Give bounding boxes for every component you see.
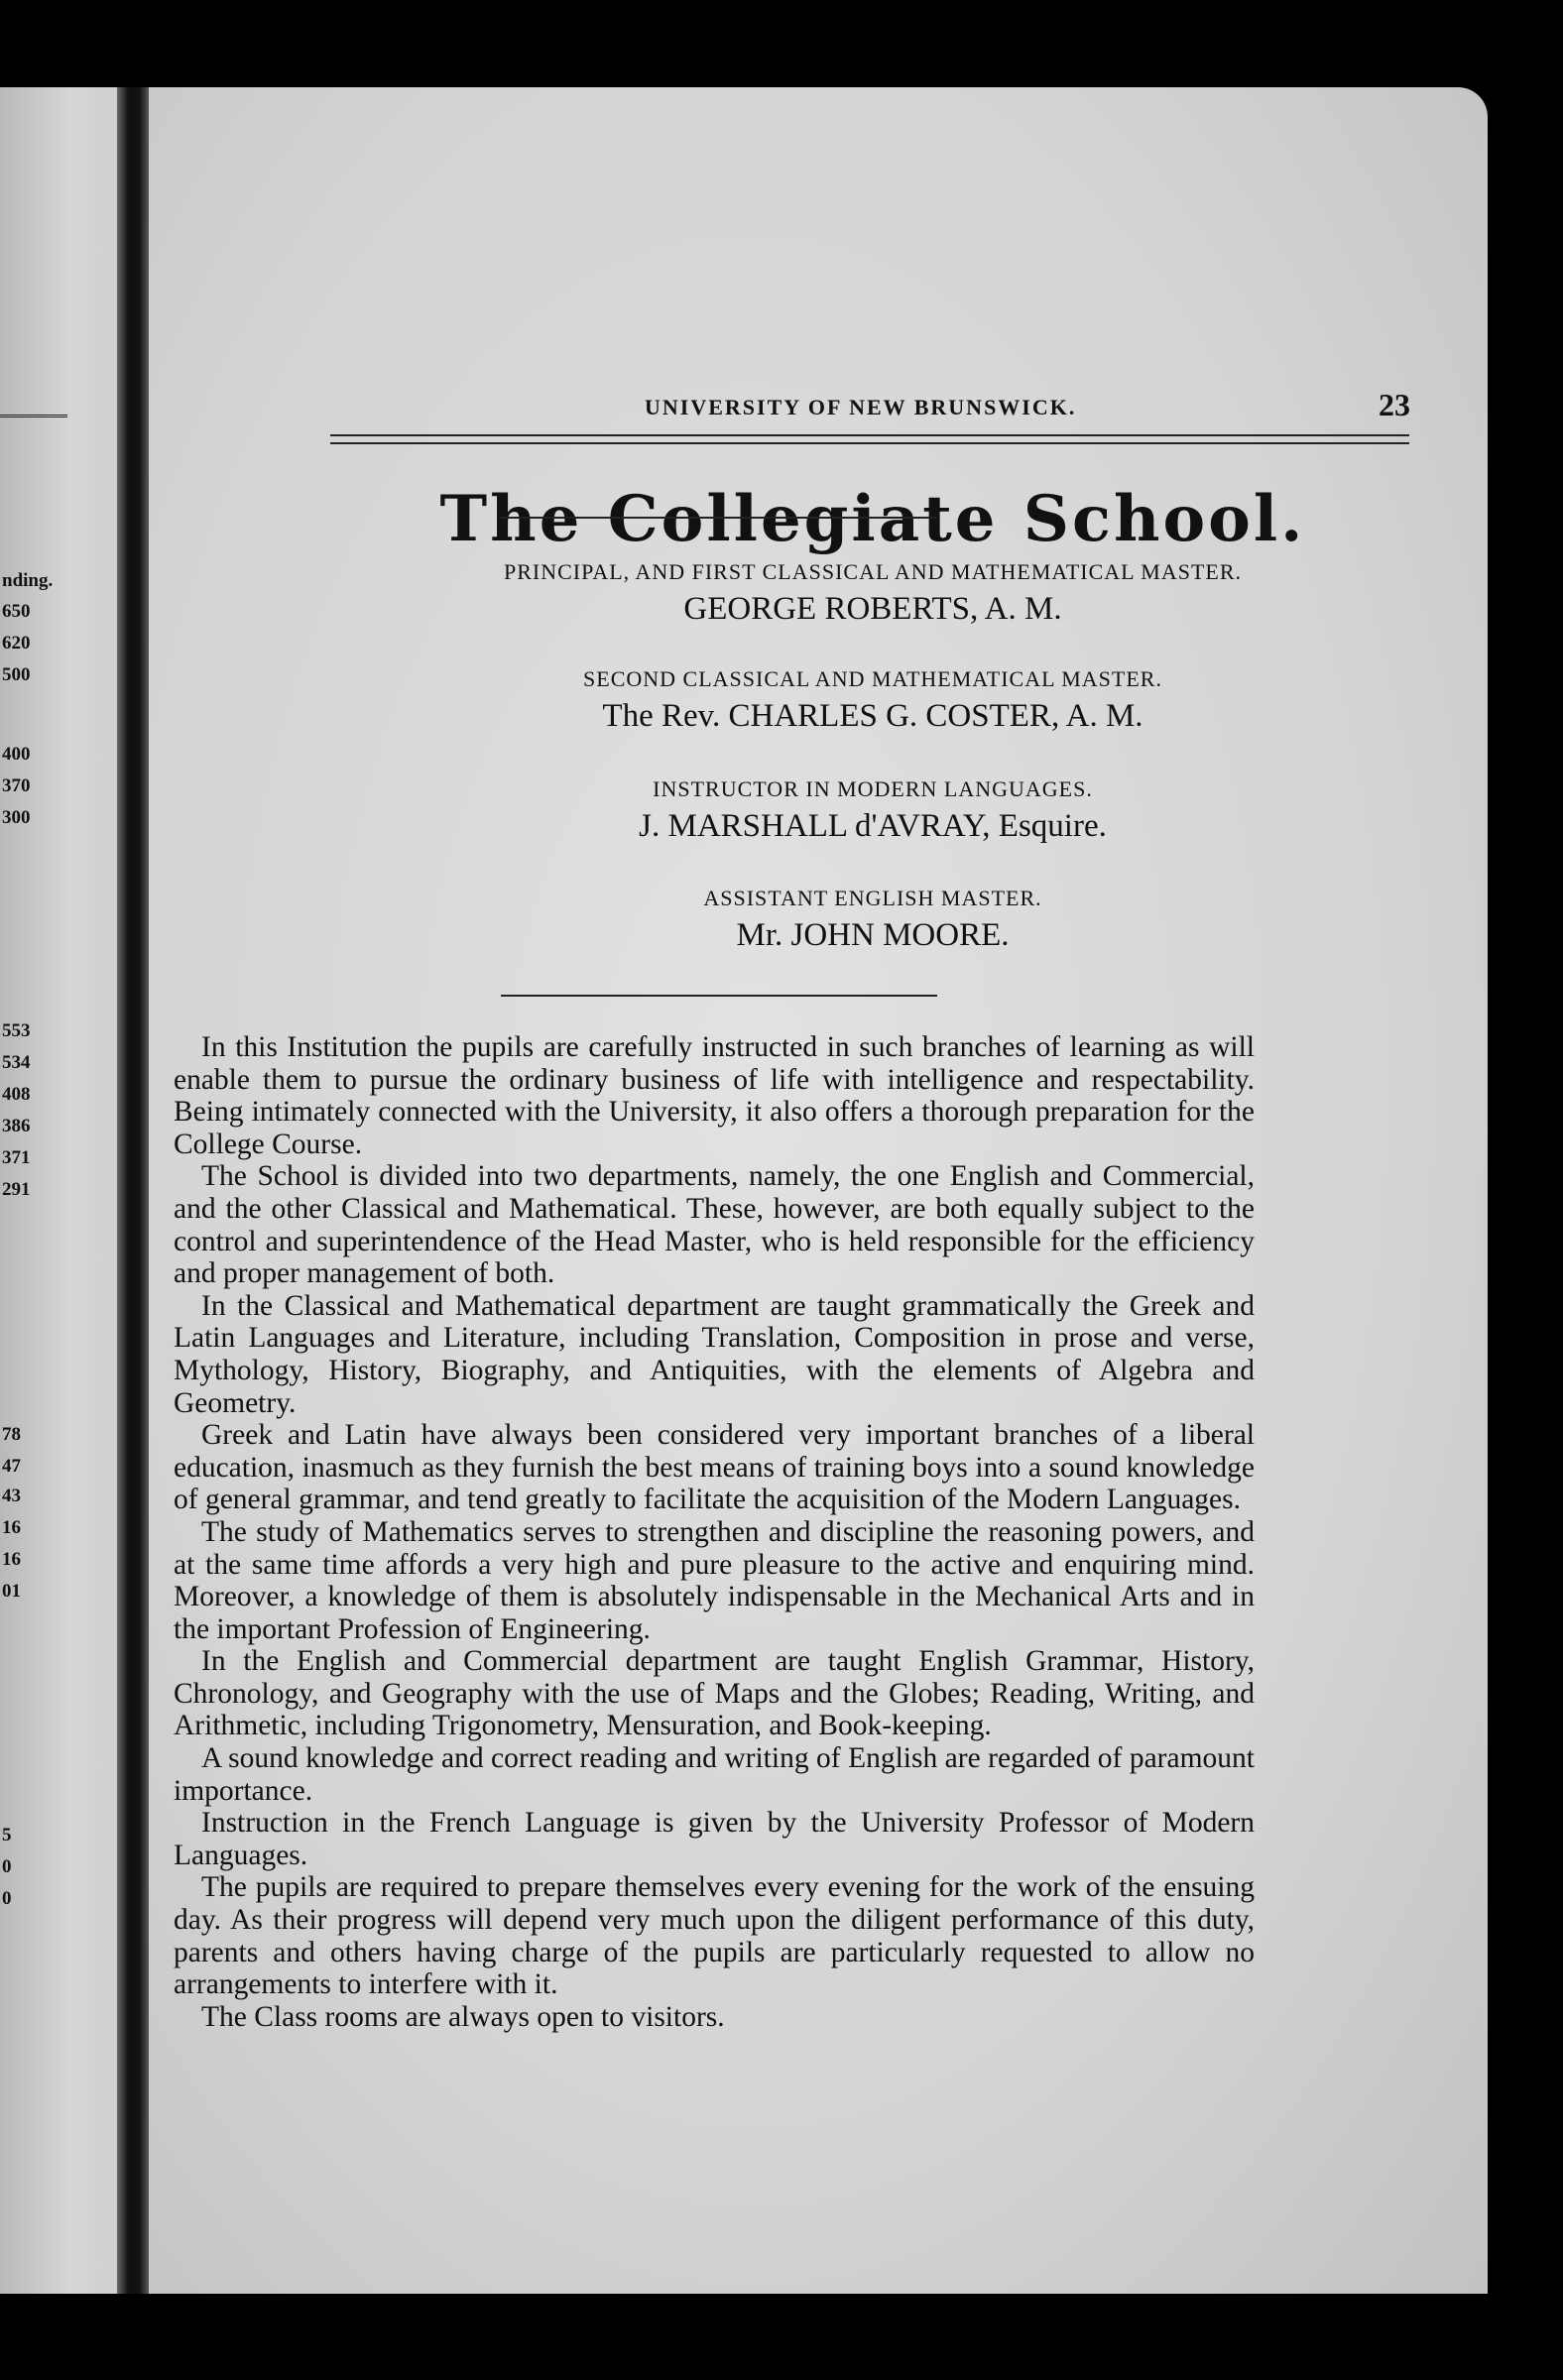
previous-page-number: 43 [2,1486,21,1506]
previous-page-number: 78 [2,1424,21,1445]
paragraph: The pupils are required to prepare themselves every evening for the work of the ensuing day. As their progress will depend very much upon the diligent performance of this duty, parents and others having charge of the pupils are particularly requested to allow no arrangements to interfere with it. [174,1871,1255,2001]
previous-page-number: 620 [2,633,31,654]
staff-role-principal: PRINCIPAL, AND FIRST CLASSICAL AND MATHEMATICAL MASTER. [503,559,1243,584]
previous-page-number: 0 [2,1856,12,1877]
previous-page-number: 47 [2,1456,21,1477]
previous-page-number: 400 [2,744,31,765]
paragraph: A sound knowledge and correct reading and writing of English are regarded of paramount importance. [174,1742,1255,1807]
previous-page-heading-fragment: nding. [2,570,54,591]
previous-page-rule [0,415,67,417]
paragraph: The study of Mathematics serves to strengthen and discipline the reasoning powers, and at the same time affords a very high and pure pleasure to the active and enquiring mind. Moreover, a knowledge of them is absolutely indispensable in the Mechanical Arts and in the important Profession of Engineering. [174,1515,1255,1645]
previous-page-number: 291 [2,1179,31,1200]
previous-page-number: 16 [2,1517,21,1538]
paragraph: In the English and Commercial department are taught English Grammar, History, Chronology, and Geography with the use of Maps and the Globes; Reading, Writing, and Arithmetic, including Trigonometry, Mensuration, and Book-keeping. [174,1645,1255,1742]
previous-page-number: 371 [2,1147,31,1168]
staff-role-second-master: SECOND CLASSICAL AND MATHEMATICAL MASTER. [583,666,1162,691]
staff-name-english-master: Mr. JOHN MOORE. [736,917,1010,953]
paragraph: In this Institution the pupils are carefully instructed in such branches of learning as will enable them to pursue the ordinary business of life with intelligence and respectability. Being intimately connected with the University, it also offers a thorough preparation for the College Course. [174,1031,1255,1160]
paragraph: The School is divided into two departments, namely, the one English and Commercial, and the other Classical and Mathematical. These, however, are both equally subject to the control and superintendence of the Head Master, who is held responsible for the efficiency and proper management of both. [174,1160,1255,1290]
title-rule [501,517,937,519]
running-head: UNIVERSITY OF NEW BRUNSWICK. [645,395,1077,419]
staff-name-second-master: The Rev. CHARLES G. COSTER, A. M. [602,698,1143,734]
previous-page-number: 0 [2,1888,12,1909]
previous-page-number: 386 [2,1116,31,1136]
page-number: 23 [1379,387,1410,422]
body-text [174,1031,1255,2033]
staff-name-principal: GEORGE ROBERTS, A. M. [683,591,1062,627]
previous-page-number: 5 [2,1825,12,1845]
paragraph: The Class rooms are always open to visitors. [201,2000,725,2033]
staff-role-english-master: ASSISTANT ENGLISH MASTER. [703,886,1042,910]
paragraph: Greek and Latin have always been considered very important branches of a liberal education, inasmuch as they furnish the best means of training boys into a sound knowledge of general grammar, and tend greatly to facilitate the acquisition of the Modern Languages. [174,1419,1255,1516]
staff-rule [501,995,937,997]
previous-page-number: 650 [2,601,31,622]
previous-page-number: 500 [2,664,31,685]
paragraph: In the Classical and Mathematical department are taught grammatically the Greek and Latin Languages and Literature, including Translation, Composition in prose and verse, Mythology, History, Biography, and Antiquities, with the elements of Algebra and Geometry. [174,1289,1255,1419]
previous-page-number: 300 [2,807,31,828]
paragraph: Instruction in the French Language is given by the University Professor of Modern Languages. [174,1807,1255,1871]
book-gutter [117,87,149,2294]
previous-page-number: 01 [2,1581,21,1602]
previous-page-number: 553 [2,1020,31,1041]
previous-page-number: 16 [2,1549,21,1570]
staff-name-languages: J. MARSHALL d'AVRAY, Esquire. [639,808,1107,844]
staff-role-languages: INSTRUCTOR IN MODERN LANGUAGES. [653,776,1093,801]
header-double-rule [330,434,1409,444]
previous-page-strip [0,87,117,2294]
previous-page-number: 370 [2,775,31,796]
previous-page-number: 534 [2,1052,31,1073]
previous-page-number: 408 [2,1084,31,1105]
section-title: The Collegiate School. [439,482,1306,556]
